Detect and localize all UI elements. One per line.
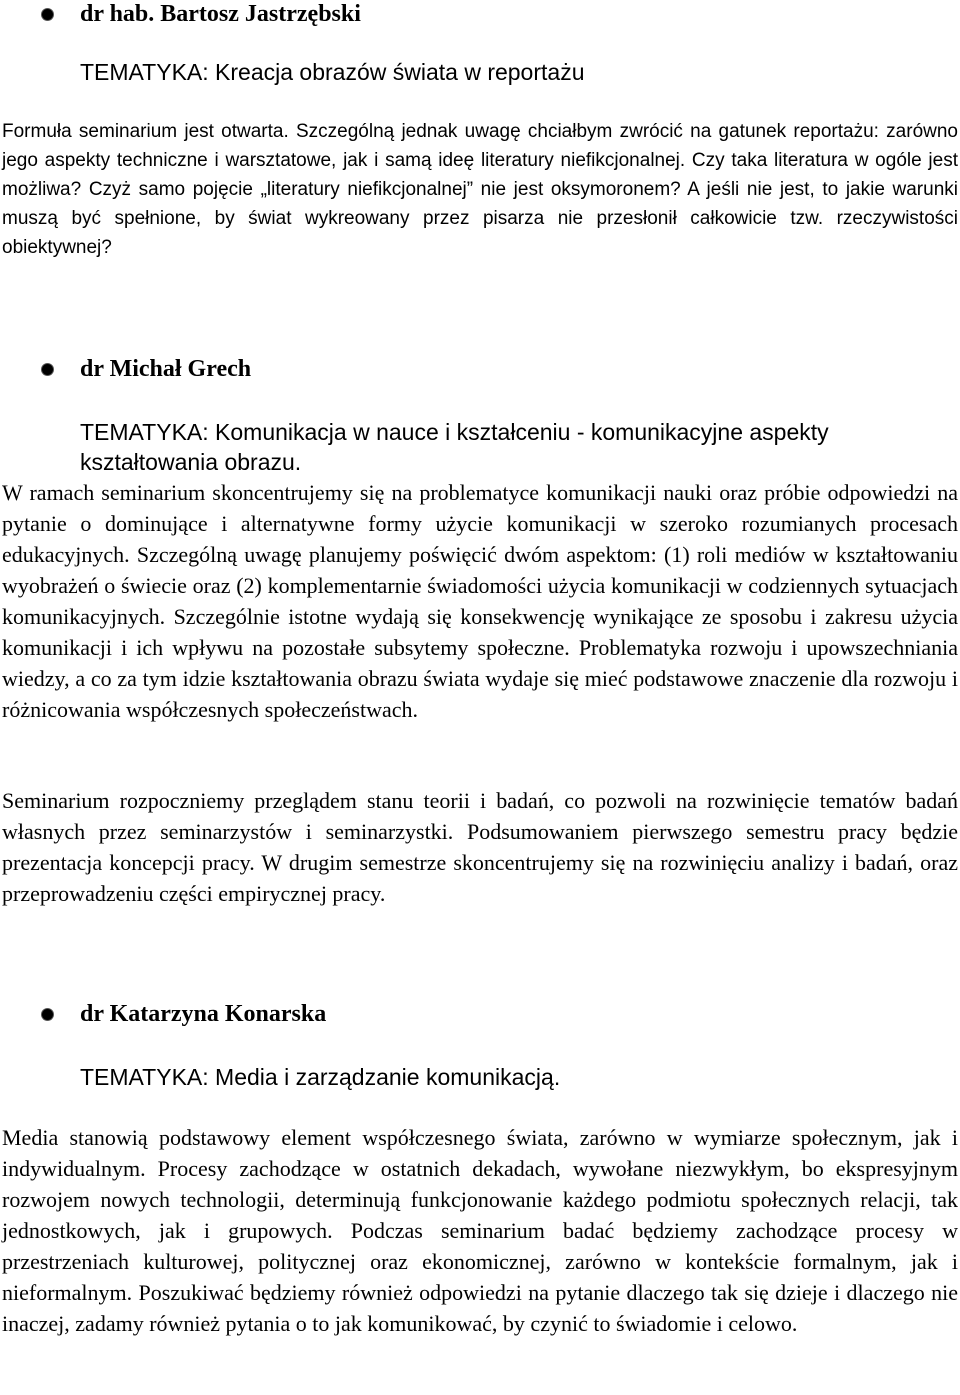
speaker-name: dr hab. Bartosz Jastrzębski xyxy=(80,1,361,27)
section-paragraph: Formuła seminarium jest otwarta. Szczególną jednak uwagę chciałbym zwrócić na gatunek reportażu: zarówno jego aspekty techniczne i warsztatowe, jak i samą ideę literatury niefikcjonalnej. Czy taka literatura w ogóle jest możliwa? Czyż samo pojęcie „literatury niefikcjonalnej” nie jest oksymoronem? A jeśli nie jest, to jakie warunki muszą być spełnione, by świat wykreowany przez pisarza nie przesłonił całkowicie tzw. rzeczywistości obiektywnej? xyxy=(2,121,958,258)
bullet-icon xyxy=(42,364,53,375)
speaker-name: dr Michał Grech xyxy=(80,356,252,382)
topic-line: TEMATYKA: Kreacja obrazów świata w reportażu xyxy=(80,59,585,85)
speaker-name: dr Katarzyna Konarska xyxy=(80,1001,327,1027)
bullet-icon xyxy=(42,9,53,20)
bullet-icon xyxy=(42,1009,53,1020)
topic-line: TEMATYKA: Komunikacja w nauce i kształceniu - komunikacyjne aspekty kształtowania obrazu. xyxy=(80,419,829,475)
section-paragraph: W ramach seminarium skoncentrujemy się na problematyce komunikacji nauki oraz próbie odpowiedzi na pytanie o dominujące i alternatywne formy użycie komunikacji w szeroko rozumianych procesach edukacyjnych. Szczególną uwagę planujemy poświęcić dwóm aspektom: (1) roli mediów w kształtowaniu wyobrażeń o świecie oraz (2) komplementarnie świadomości użycia komunikacji w codziennych sytuacjach komunikacyjnych. Szczególnie istotne wydają się konsekwencję wynikające ze sposobu i zakresu użycia komunikacji i ich wpływu na pozostałe subsytemy społeczne. Problematyka rozwoju i upowszechniania wiedzy, a co za tym idzie kształtowania obrazu świata wydaje się mieć podstawowe znaczenie dla rozwoju i różnicowania współczesnych społeczeństwach. xyxy=(2,480,958,722)
section-paragraph: Media stanowią podstawowy element współczesnego świata, zarówno w wymiarze społecznym, jak i indywidualnym. Procesy zachodzące w ostatnich dekadach, wywołane niezwykłym, bo ekspresyjnym rozwojem nowych technologii, determinują funkcjonowanie każdego podmiotu społecznych relacji, tak jednostkowych, jak i grupowych. Podczas seminarium badać będziemy zachodzące procesy w przestrzeniach kulturowej, politycznej oraz ekonomicznej, zarówno w kontekście formalnym, jak i nieformalnym. Poszukiwać będziemy również odpowiedzi na pytanie dlaczego tak się dzieje i dlaczego nie inaczej, zadamy również pytania o to jak komunikować, by czynić to świadomie i celowo. xyxy=(2,1125,958,1336)
section-paragraph: Seminarium rozpoczniemy przeglądem stanu teorii i badań, co pozwoli na rozwinięcie tematów badań własnych przez seminarzystów i seminarzystki. Podsumowaniem pierwszego semestru pracy będzie prezentacja koncepcji pracy. W drugim semestrze skoncentrujemy się na rozwinięciu analizy i badań, oraz przeprowadzeniu części empirycznej pracy. xyxy=(2,788,958,906)
topic-line: TEMATYKA: Media i zarządzanie komunikacją. xyxy=(80,1064,561,1090)
